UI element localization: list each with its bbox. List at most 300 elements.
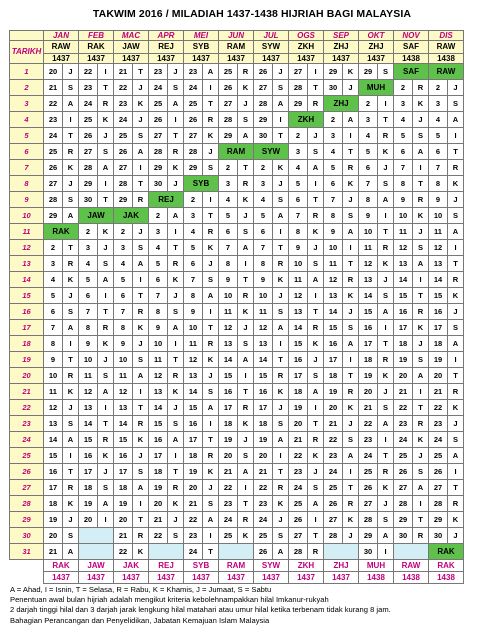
hijri-day-cell: 5 bbox=[219, 208, 238, 224]
weekday-cell: K bbox=[63, 272, 79, 288]
hijri-day-cell: 22 bbox=[394, 400, 413, 416]
hijri-day-cell: 19 bbox=[359, 368, 378, 384]
date-row bbox=[10, 512, 464, 528]
calendar-title: TAKWIM 2016 / MILADIAH 1437-1438 HIJRIAH BAGI MALAYSIA bbox=[92, 8, 412, 20]
hijri-month-start-marker: JAK bbox=[114, 208, 149, 224]
hijri-day-cell: 10 bbox=[184, 320, 203, 336]
hijri-day-cell: 22 bbox=[219, 480, 238, 496]
hijri-day-cell: 30 bbox=[254, 128, 273, 144]
weekday-cell: T bbox=[448, 480, 464, 496]
hijri-day-cell: 25 bbox=[44, 144, 63, 160]
hijri-day-cell: 22 bbox=[359, 416, 378, 432]
weekday-cell: A bbox=[238, 128, 254, 144]
weekday-cell: T bbox=[308, 304, 324, 320]
calendar-table bbox=[9, 30, 464, 584]
hijri-day-cell: 9 bbox=[79, 336, 98, 352]
hijri-day-cell: 22 bbox=[114, 80, 133, 96]
weekday-cell: R bbox=[448, 160, 464, 176]
weekday-cell: R bbox=[203, 448, 219, 464]
weekday-cell: A bbox=[378, 528, 394, 544]
hijri-month-start-marker: MUH bbox=[359, 80, 394, 96]
hijri-month-bottom: REJ bbox=[149, 560, 184, 572]
hijri-day-cell: 25 bbox=[184, 96, 203, 112]
hijri-year-top: 1437 bbox=[359, 54, 394, 64]
weekday-cell: K bbox=[378, 144, 394, 160]
weekday-cell: K bbox=[343, 176, 359, 192]
weekday-cell: K bbox=[273, 160, 289, 176]
weekday-cell: J bbox=[98, 352, 114, 368]
empty-cell bbox=[149, 544, 184, 560]
hijri-day-cell: 6 bbox=[429, 144, 448, 160]
weekday-cell: R bbox=[308, 208, 324, 224]
hijri-day-cell: 26 bbox=[79, 128, 98, 144]
weekday-cell: J bbox=[168, 176, 184, 192]
weekday-cell: A bbox=[273, 96, 289, 112]
hijri-day-cell: 9 bbox=[394, 192, 413, 208]
hijri-day-cell: 28 bbox=[359, 512, 378, 528]
hijri-day-cell: 3 bbox=[79, 240, 98, 256]
weekday-cell: A bbox=[308, 160, 324, 176]
hijri-day-cell: 26 bbox=[184, 112, 203, 128]
month-header-apr: APR bbox=[149, 31, 184, 41]
weekday-cell: I bbox=[413, 272, 429, 288]
weekday-cell: J bbox=[413, 224, 429, 240]
weekday-cell: R bbox=[448, 496, 464, 512]
month-header-row bbox=[10, 31, 464, 41]
hijri-day-cell: 15 bbox=[394, 288, 413, 304]
weekday-cell: A bbox=[448, 336, 464, 352]
weekday-cell: T bbox=[203, 96, 219, 112]
weekday-cell: R bbox=[413, 80, 429, 96]
hijri-day-cell: 22 bbox=[44, 96, 63, 112]
hijri-day-cell: 26 bbox=[254, 64, 273, 80]
month-header-okt: OKT bbox=[359, 31, 394, 41]
weekday-cell: S bbox=[448, 208, 464, 224]
weekday-cell: S bbox=[448, 432, 464, 448]
weekday-cell: T bbox=[168, 352, 184, 368]
weekday-cell: J bbox=[98, 240, 114, 256]
weekday-cell: J bbox=[203, 368, 219, 384]
hijri-day-cell: 6 bbox=[254, 224, 273, 240]
hijri-day-cell: 10 bbox=[359, 224, 378, 240]
hijri-day-cell: 30 bbox=[79, 192, 98, 208]
weekday-cell: A bbox=[343, 336, 359, 352]
hijri-day-cell: 16 bbox=[149, 432, 168, 448]
hijri-day-cell: 5 bbox=[184, 240, 203, 256]
hijri-day-cell: 28 bbox=[79, 160, 98, 176]
date-row bbox=[10, 432, 464, 448]
weekday-cell: S bbox=[168, 528, 184, 544]
hijri-day-cell: 14 bbox=[254, 352, 273, 368]
weekday-cell: K bbox=[203, 352, 219, 368]
hijri-month-start-marker: REJ bbox=[149, 192, 184, 208]
hijri-day-cell: 17 bbox=[289, 368, 308, 384]
weekday-cell: S bbox=[63, 80, 79, 96]
date-number: 9 bbox=[10, 192, 44, 208]
weekday-cell: S bbox=[413, 464, 429, 480]
weekday-cell: R bbox=[343, 384, 359, 400]
hijri-day-cell: 7 bbox=[219, 240, 238, 256]
hijri-year-bottom: 1437 bbox=[324, 572, 359, 584]
hijri-day-cell: 11 bbox=[114, 368, 133, 384]
weekday-cell: R bbox=[308, 96, 324, 112]
weekday-cell: A bbox=[343, 112, 359, 128]
weekday-cell: J bbox=[133, 112, 149, 128]
weekday-cell: I bbox=[413, 496, 429, 512]
hijri-day-cell: 18 bbox=[184, 448, 203, 464]
weekday-cell: A bbox=[133, 480, 149, 496]
hijri-day-cell: 21 bbox=[114, 64, 133, 80]
date-row bbox=[10, 464, 464, 480]
date-number: 15 bbox=[10, 288, 44, 304]
hijri-day-cell: 26 bbox=[219, 80, 238, 96]
hijri-day-cell: 16 bbox=[394, 304, 413, 320]
hijri-day-cell: 19 bbox=[114, 496, 133, 512]
hijri-day-cell: 23 bbox=[79, 80, 98, 96]
weekday-cell: T bbox=[203, 208, 219, 224]
hijri-day-cell: 5 bbox=[114, 272, 133, 288]
hijri-day-cell: 27 bbox=[324, 512, 343, 528]
hijri-day-cell: 20 bbox=[429, 368, 448, 384]
weekday-cell: A bbox=[378, 304, 394, 320]
weekday-cell: J bbox=[413, 112, 429, 128]
hijri-day-cell: 3 bbox=[289, 144, 308, 160]
weekday-cell: I bbox=[448, 352, 464, 368]
hijri-day-cell: 9 bbox=[359, 208, 378, 224]
date-row bbox=[10, 384, 464, 400]
weekday-cell: K bbox=[98, 336, 114, 352]
weekday-cell: T bbox=[378, 224, 394, 240]
weekday-cell: J bbox=[343, 80, 359, 96]
hijri-day-cell: 29 bbox=[429, 512, 448, 528]
hijri-day-cell: 4 bbox=[429, 112, 448, 128]
weekday-cell: K bbox=[448, 176, 464, 192]
hijri-day-cell: 17 bbox=[79, 464, 98, 480]
month-header-mei: MEI bbox=[184, 31, 219, 41]
hijri-day-cell: 13 bbox=[114, 400, 133, 416]
hijri-day-cell: 2 bbox=[254, 160, 273, 176]
hijri-day-cell: 30 bbox=[359, 544, 378, 560]
footnotes bbox=[10, 585, 500, 626]
weekday-cell: T bbox=[273, 128, 289, 144]
hijri-year-top: 1437 bbox=[254, 54, 289, 64]
hijri-month-bottom: RAM bbox=[219, 560, 254, 572]
hijri-day-cell: 8 bbox=[359, 192, 378, 208]
date-number: 19 bbox=[10, 352, 44, 368]
weekday-cell: T bbox=[203, 544, 219, 560]
weekday-cell: K bbox=[413, 432, 429, 448]
weekday-cell: S bbox=[133, 128, 149, 144]
weekday-cell: T bbox=[63, 240, 79, 256]
weekday-cell: S bbox=[273, 416, 289, 432]
date-number: 11 bbox=[10, 224, 44, 240]
hijri-day-cell: 26 bbox=[149, 112, 168, 128]
hijri-day-cell: 15 bbox=[289, 336, 308, 352]
hijri-day-cell: 23 bbox=[44, 112, 63, 128]
weekday-cell: R bbox=[308, 432, 324, 448]
weekday-cell: K bbox=[168, 496, 184, 512]
hijri-day-cell: 2 bbox=[184, 192, 203, 208]
hijri-day-cell: 10 bbox=[394, 208, 413, 224]
hijri-day-cell: 25 bbox=[114, 128, 133, 144]
weekday-cell: K bbox=[203, 240, 219, 256]
weekday-cell: K bbox=[273, 496, 289, 512]
weekday-cell: S bbox=[378, 64, 394, 80]
weekday-cell: T bbox=[133, 64, 149, 80]
weekday-cell: I bbox=[238, 256, 254, 272]
hijri-day-cell: 21 bbox=[219, 464, 238, 480]
hijri-year-bottom: 1438 bbox=[394, 572, 429, 584]
weekday-cell: J bbox=[63, 400, 79, 416]
weekday-cell: J bbox=[203, 256, 219, 272]
hijri-day-cell: 16 bbox=[324, 336, 343, 352]
weekday-cell: S bbox=[308, 368, 324, 384]
hijri-day-cell: 23 bbox=[184, 64, 203, 80]
hijri-day-cell: 18 bbox=[79, 480, 98, 496]
hijri-day-cell: 20 bbox=[254, 448, 273, 464]
weekday-cell: J bbox=[203, 144, 219, 160]
hijri-day-cell: 4 bbox=[149, 240, 168, 256]
weekday-cell: I bbox=[203, 416, 219, 432]
date-number: 28 bbox=[10, 496, 44, 512]
weekday-cell: K bbox=[98, 448, 114, 464]
weekday-cell: S bbox=[413, 128, 429, 144]
weekday-cell: S bbox=[203, 272, 219, 288]
hijri-day-cell: 12 bbox=[429, 240, 448, 256]
hijri-month-top: RAW bbox=[44, 41, 79, 54]
hijri-day-cell: 8 bbox=[44, 336, 63, 352]
hijri-day-cell: 3 bbox=[429, 96, 448, 112]
weekday-cell: R bbox=[168, 144, 184, 160]
weekday-cell: J bbox=[378, 160, 394, 176]
weekday-cell: T bbox=[448, 256, 464, 272]
hijri-month-bottom: ZKH bbox=[289, 560, 324, 572]
hijri-day-cell: 17 bbox=[149, 448, 168, 464]
hijri-day-cell: 28 bbox=[289, 80, 308, 96]
weekday-cell: K bbox=[133, 320, 149, 336]
hijri-day-cell: 9 bbox=[429, 192, 448, 208]
weekday-cell: K bbox=[63, 160, 79, 176]
weekday-cell: K bbox=[448, 512, 464, 528]
hijri-day-cell: 24 bbox=[359, 448, 378, 464]
weekday-cell: S bbox=[133, 352, 149, 368]
hijri-day-cell: 20 bbox=[184, 480, 203, 496]
date-row bbox=[10, 272, 464, 288]
hijri-day-cell: 3 bbox=[359, 112, 378, 128]
weekday-cell: J bbox=[238, 432, 254, 448]
hijri-day-cell: 29 bbox=[219, 128, 238, 144]
weekday-cell: A bbox=[203, 288, 219, 304]
hijri-day-cell: 25 bbox=[219, 528, 238, 544]
weekday-cell: A bbox=[133, 368, 149, 384]
empty-cell bbox=[79, 544, 114, 560]
weekday-cell: I bbox=[98, 512, 114, 528]
hijri-day-cell: 7 bbox=[184, 272, 203, 288]
hijri-day-cell: 2 bbox=[79, 224, 98, 240]
blank-cell bbox=[10, 572, 44, 584]
weekday-cell: A bbox=[168, 320, 184, 336]
weekday-cell: I bbox=[133, 160, 149, 176]
weekday-cell: R bbox=[238, 288, 254, 304]
hijri-day-cell: 20 bbox=[394, 368, 413, 384]
weekday-cell: R bbox=[378, 464, 394, 480]
hijri-day-cell: 19 bbox=[394, 352, 413, 368]
note-day-legend: A = Ahad, I = Isnin, T = Selasa, R = Rabu, K = Khamis, J = Jumaat, S = Sabtu bbox=[10, 585, 272, 594]
hijri-month-start-marker: RAM bbox=[219, 144, 254, 160]
hijri-day-cell: 3 bbox=[394, 96, 413, 112]
date-number: 18 bbox=[10, 336, 44, 352]
date-number: 7 bbox=[10, 160, 44, 176]
hijri-day-cell: 4 bbox=[324, 144, 343, 160]
weekday-cell: R bbox=[238, 64, 254, 80]
weekday-cell: J bbox=[63, 512, 79, 528]
weekday-cell: A bbox=[343, 448, 359, 464]
weekday-cell: A bbox=[63, 432, 79, 448]
hijri-day-cell: 10 bbox=[219, 288, 238, 304]
hijri-day-cell: 9 bbox=[44, 352, 63, 368]
empty-cell bbox=[394, 544, 429, 560]
weekday-cell: J bbox=[343, 416, 359, 432]
date-number: 13 bbox=[10, 256, 44, 272]
hijri-day-cell: 27 bbox=[219, 96, 238, 112]
date-row bbox=[10, 400, 464, 416]
weekday-cell: S bbox=[448, 96, 464, 112]
date-row bbox=[10, 368, 464, 384]
weekday-cell: I bbox=[343, 128, 359, 144]
hijri-day-cell: 24 bbox=[114, 112, 133, 128]
weekday-cell: A bbox=[133, 144, 149, 160]
hijri-day-cell: 28 bbox=[114, 176, 133, 192]
hijri-year-top: 1437 bbox=[184, 54, 219, 64]
hijri-day-cell: 20 bbox=[289, 416, 308, 432]
hijri-day-cell: 12 bbox=[324, 272, 343, 288]
hijri-day-cell: 26 bbox=[359, 480, 378, 496]
weekday-cell: R bbox=[203, 224, 219, 240]
weekday-cell: R bbox=[238, 176, 254, 192]
hijri-day-cell: 24 bbox=[149, 80, 168, 96]
weekday-cell: T bbox=[308, 80, 324, 96]
hijri-day-cell: 12 bbox=[79, 384, 98, 400]
hijri-day-cell: 16 bbox=[254, 384, 273, 400]
weekday-cell: S bbox=[238, 224, 254, 240]
weekday-cell: J bbox=[273, 400, 289, 416]
hijri-day-cell: 27 bbox=[44, 176, 63, 192]
weekday-cell: J bbox=[448, 416, 464, 432]
hijri-year-bottom: 1438 bbox=[359, 572, 394, 584]
date-number: 1 bbox=[10, 64, 44, 80]
weekday-cell: A bbox=[413, 144, 429, 160]
weekday-cell: J bbox=[98, 464, 114, 480]
hijri-year-bottom: 1437 bbox=[289, 572, 324, 584]
hijri-day-cell: 15 bbox=[184, 400, 203, 416]
hijri-day-cell: 16 bbox=[359, 320, 378, 336]
hijri-day-cell: 10 bbox=[149, 336, 168, 352]
weekday-cell: R bbox=[98, 432, 114, 448]
weekday-cell: J bbox=[378, 384, 394, 400]
hijri-day-cell: 15 bbox=[114, 432, 133, 448]
hijri-day-cell: 16 bbox=[44, 464, 63, 480]
date-row bbox=[10, 224, 464, 240]
weekday-cell: K bbox=[273, 272, 289, 288]
hijri-day-cell: 22 bbox=[289, 448, 308, 464]
hijri-day-cell: 3 bbox=[149, 224, 168, 240]
hijri-day-cell: 18 bbox=[394, 336, 413, 352]
weekday-cell: K bbox=[238, 528, 254, 544]
hijri-day-cell: 5 bbox=[359, 144, 378, 160]
hijri-day-cell: 19 bbox=[289, 400, 308, 416]
hijri-day-cell: 13 bbox=[184, 368, 203, 384]
weekday-cell: T bbox=[413, 288, 429, 304]
hijri-day-cell: 22 bbox=[79, 64, 98, 80]
hijri-day-cell: 10 bbox=[254, 288, 273, 304]
hijri-day-cell: 4 bbox=[79, 256, 98, 272]
weekday-cell: I bbox=[98, 400, 114, 416]
hijri-day-cell: 13 bbox=[149, 384, 168, 400]
weekday-cell: K bbox=[378, 368, 394, 384]
hijri-month-bottom: MUH bbox=[359, 560, 394, 572]
hijri-day-cell: 21 bbox=[44, 80, 63, 96]
hijri-day-cell: 11 bbox=[44, 384, 63, 400]
hijri-month-bottom-row bbox=[10, 560, 464, 572]
hijri-day-cell: 23 bbox=[289, 464, 308, 480]
weekday-cell: A bbox=[203, 64, 219, 80]
weekday-cell: T bbox=[273, 240, 289, 256]
weekday-cell: I bbox=[63, 336, 79, 352]
hijri-day-cell: 28 bbox=[394, 496, 413, 512]
hijri-day-cell: 28 bbox=[184, 144, 203, 160]
hijri-day-cell: 20 bbox=[324, 400, 343, 416]
weekday-cell: J bbox=[308, 128, 324, 144]
hijri-day-cell: 5 bbox=[289, 176, 308, 192]
hijri-year-row bbox=[10, 54, 464, 64]
weekday-cell: T bbox=[238, 496, 254, 512]
weekday-cell: K bbox=[133, 544, 149, 560]
weekday-cell: T bbox=[308, 416, 324, 432]
hijri-day-cell: 20 bbox=[114, 512, 133, 528]
hijri-day-cell: 2 bbox=[219, 160, 238, 176]
weekday-cell: S bbox=[413, 240, 429, 256]
hijri-day-cell: 25 bbox=[394, 448, 413, 464]
hijri-day-cell: 11 bbox=[149, 352, 168, 368]
hijri-day-cell: 26 bbox=[394, 464, 413, 480]
corner-cell bbox=[10, 31, 44, 41]
hijri-day-cell: 20 bbox=[79, 512, 98, 528]
hijri-day-cell: 29 bbox=[44, 208, 63, 224]
weekday-cell: K bbox=[203, 464, 219, 480]
hijri-year-top: 1438 bbox=[394, 54, 429, 64]
hijri-day-cell: 2 bbox=[149, 208, 168, 224]
weekday-cell: A bbox=[168, 96, 184, 112]
hijri-day-cell: 10 bbox=[324, 240, 343, 256]
weekday-cell: S bbox=[98, 368, 114, 384]
hijri-day-cell: 7 bbox=[114, 304, 133, 320]
hijri-month-start-marker: ZHJ bbox=[324, 96, 359, 112]
weekday-cell: J bbox=[168, 400, 184, 416]
weekday-cell: T bbox=[238, 384, 254, 400]
weekday-cell: K bbox=[238, 416, 254, 432]
weekday-cell: J bbox=[168, 288, 184, 304]
weekday-cell: S bbox=[273, 80, 289, 96]
weekday-cell: I bbox=[308, 64, 324, 80]
hijri-day-cell: 27 bbox=[429, 480, 448, 496]
weekday-cell: I bbox=[133, 384, 149, 400]
hijri-day-cell: 3 bbox=[114, 240, 133, 256]
weekday-cell: J bbox=[133, 80, 149, 96]
weekday-cell: S bbox=[448, 320, 464, 336]
hijri-day-cell: 20 bbox=[44, 528, 63, 544]
hijri-day-cell: 29 bbox=[394, 512, 413, 528]
weekday-cell: R bbox=[413, 192, 429, 208]
